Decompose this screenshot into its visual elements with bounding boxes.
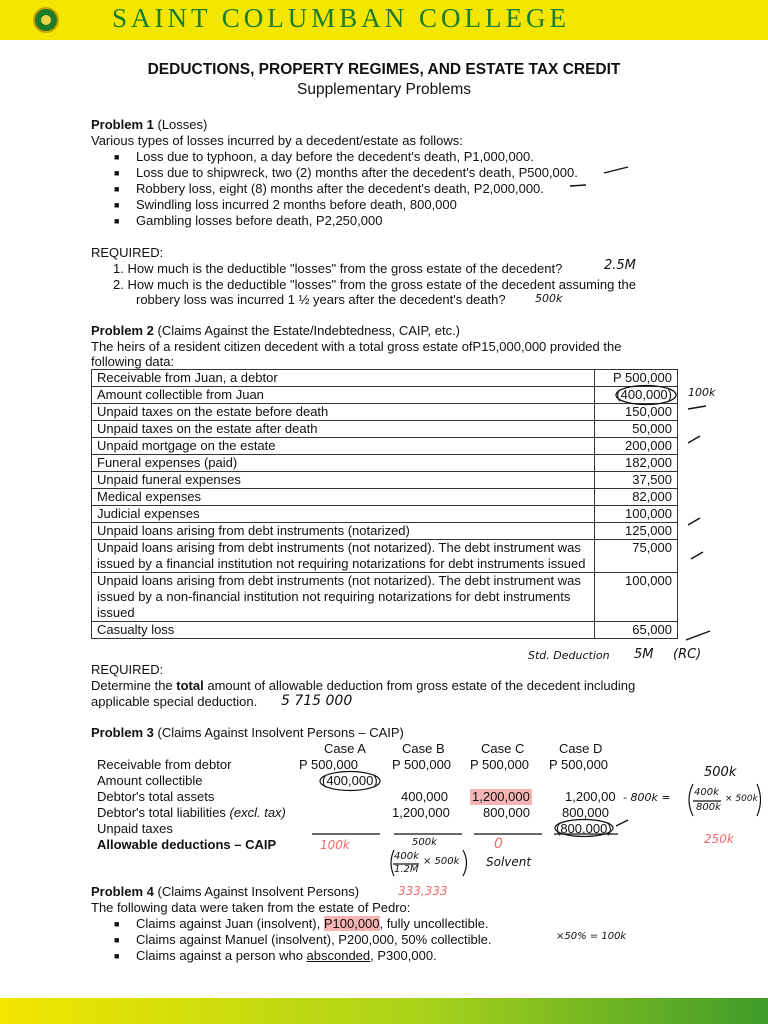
p4-item: Claims against a person who absconded, P300,000. (136, 948, 437, 963)
check-mark-icon (686, 433, 702, 445)
p2-note-100k: 100k (688, 386, 716, 399)
case-c-header: Case C (481, 741, 525, 756)
p4-item2-note: ×50% = 100k (556, 931, 627, 942)
table-row (92, 573, 678, 622)
document-title: DEDUCTIONS, PROPERTY REGIMES, AND ESTATE TAX CREDIT (147, 61, 621, 78)
table-row (92, 404, 678, 421)
row-item: Unpaid taxes on the estate before death (92, 404, 595, 421)
case-d-header: Case D (559, 741, 603, 756)
table-row (92, 540, 678, 573)
p3-cell: P 500,000 (549, 757, 609, 772)
std-deduction-rc: (RC) (673, 647, 702, 662)
p3-answer-d-mul: × 500k (725, 794, 758, 804)
college-seal-icon (33, 7, 59, 33)
p1-item: Swindling loss incurred 2 months before death, 800,000 (136, 197, 457, 212)
check-mark-icon (686, 515, 702, 527)
dash-mark-icon (568, 181, 588, 189)
bullet-icon: ■ (114, 919, 120, 929)
bullet-icon: ■ (114, 168, 120, 178)
p3-answer-b-den: 1.2M (394, 864, 419, 875)
p3-answer-d-eq: - 800k = (623, 791, 671, 804)
p3-answer-d-result: 250k (704, 832, 734, 846)
p3-cell: P 500,000 (299, 757, 359, 772)
p3-allowable-label: Allowable deductions – CAIP (97, 837, 277, 852)
table-row (92, 622, 678, 639)
problem4-intro: The following data were taken from the estate of Pedro: (91, 900, 411, 915)
bullet-icon: ■ (114, 216, 120, 226)
bullet-icon: ■ (114, 184, 120, 194)
p4-item: Claims against Manuel (insolvent), P200,000, 50% collectible. (136, 932, 492, 947)
problem2-heading: Problem 2 (Claims Against the Estate/Indebtedness, CAIP, etc.) (91, 323, 461, 338)
row-amount: 82,000 (595, 489, 678, 506)
footer-band (0, 998, 768, 1024)
circle-mark-icon (614, 384, 678, 406)
p3-answer-a: 100k (320, 838, 350, 852)
row-item: Receivable from Juan, a debtor (92, 370, 595, 387)
row-amount: 75,000 (595, 540, 678, 573)
problem2-req-line2: applicable special deduction. (91, 694, 258, 709)
row-item: Unpaid loans arising from debt instruments (not notarized). The debt instrument was issued by a financial institution not requiring notarizations for debt instruments issued (92, 540, 595, 573)
p3-answer-d-top: 500k (704, 765, 737, 780)
p1-item: Robbery loss, eight (8) months after the decedent's death, P2,000,000. (136, 181, 544, 196)
row-item: Judicial expenses (92, 506, 595, 523)
p3-cell: (800,000) (556, 821, 612, 836)
row-amount: 182,000 (595, 455, 678, 472)
check-mark-icon (689, 549, 705, 561)
p3-row-label: Debtor's total liabilities (excl. tax) (97, 805, 286, 820)
p3-cell: 800,000 (562, 805, 609, 820)
p1-item: Loss due to typhoon, a day before the decedent's death, P1,000,000. (136, 149, 534, 164)
p3-row-label: Amount collectible (97, 773, 203, 788)
problem2-intro-cont: following data: (91, 354, 175, 369)
row-amount: 150,000 (595, 404, 678, 421)
p3-answer-d-den: 800k (696, 802, 721, 813)
p3-answer-b-top: 500k (412, 837, 437, 848)
row-item: Unpaid loans arising from debt instruments (notarized) (92, 523, 595, 540)
row-item: Unpaid taxes on the estate after death (92, 421, 595, 438)
bullet-icon: ■ (114, 951, 120, 961)
p1-item: Gambling losses before death, P2,250,000 (136, 213, 383, 228)
check-mark-icon (684, 628, 712, 642)
bullet-icon: ■ (114, 152, 120, 162)
problem2-intro: The heirs of a resident citizen decedent with a total gross estate ofP15,000,000 provided the (91, 339, 622, 354)
problem1-q1: 1. How much is the deductible "losses" from the gross estate of the decedent? (113, 261, 563, 276)
underline-mark (310, 831, 620, 837)
p3-answer-d-num: 400k (694, 787, 719, 798)
table-row (92, 472, 678, 489)
p3-cell: (400,000) (322, 773, 378, 788)
document-subtitle: Supplementary Problems (296, 81, 472, 98)
problem2-table (91, 369, 678, 639)
bullet-icon: ■ (114, 200, 120, 210)
problem3-heading: Problem 3 (Claims Against Insolvent Persons – CAIP) (91, 725, 404, 740)
problem4-heading: Problem 4 (Claims Against Insolvent Persons) (91, 884, 360, 899)
std-deduction-label: Std. Deduction (528, 649, 610, 662)
p3-cell: P 500,000 (470, 757, 530, 772)
table-row (92, 421, 678, 438)
problem1-q2: 2. How much is the deductible "losses" from the gross estate of the decedent assuming the (113, 277, 637, 292)
table-row (92, 370, 678, 387)
check-mark-icon (602, 164, 630, 176)
p1-answer1: 2.5M (604, 258, 636, 273)
p3-cell-highlighted: 1,200,000 (472, 789, 530, 804)
row-amount: (400,000) (595, 387, 678, 404)
p1-answer2: 500k (535, 292, 563, 305)
table-row (92, 489, 678, 506)
p3-row-label: Receivable from debtor (97, 757, 232, 772)
problem1-heading: Problem 1 (Losses) (91, 117, 208, 132)
problem1-intro: Various types of losses incurred by a decedent/estate as follows: (91, 133, 463, 148)
p3-answer-b-result: 333,333 (398, 884, 448, 898)
case-a-header: Case A (324, 741, 366, 756)
problem1-required: REQUIRED: (91, 245, 164, 260)
p3-cell: P 500,000 (392, 757, 452, 772)
p2-answer: 5 715 000 (281, 693, 353, 709)
p3-row-label: Unpaid taxes (97, 821, 173, 836)
table-row (92, 387, 678, 404)
p3-answer-b-num: 400k (394, 851, 419, 862)
row-amount: 65,000 (595, 622, 678, 639)
row-amount: P 500,000 (595, 370, 678, 387)
p3-cell: 400,000 (401, 789, 448, 804)
row-item: Unpaid mortgage on the estate (92, 438, 595, 455)
row-amount: 50,000 (595, 421, 678, 438)
row-item: Amount collectible from Juan (92, 387, 595, 404)
problem1-q2-cont: robbery loss was incurred 1 ½ years after the decedent's death? (136, 292, 506, 307)
p3-answer-c: 0 (494, 836, 503, 852)
college-name: SAINT COLUMBAN COLLEGE (112, 3, 570, 33)
std-deduction-value: 5M (634, 647, 654, 662)
row-amount: 100,000 (595, 573, 678, 622)
p3-answer-b-mul: × 500k (423, 856, 460, 867)
row-amount: 37,500 (595, 472, 678, 489)
p4-item: Claims against Juan (insolvent), P100,000, fully uncollectible. (136, 916, 489, 931)
dash-mark-icon (686, 402, 708, 412)
row-item: Casualty loss (92, 622, 595, 639)
table-row (92, 438, 678, 455)
p3-row-label: Debtor's total assets (97, 789, 215, 804)
p3-answer-c-note: Solvent (486, 855, 532, 869)
bracket-mark (754, 782, 766, 818)
check-mark-icon (614, 818, 630, 828)
row-item: Medical expenses (92, 489, 595, 506)
case-b-header: Case B (402, 741, 445, 756)
header-band (0, 0, 768, 40)
row-item: Unpaid loans arising from debt instruments (not notarized). The debt instrument was issued by a non-financial institution not requiring notarizations for debt instruments issued (92, 573, 595, 622)
table-row (92, 506, 678, 523)
p1-item: Loss due to shipwreck, two (2) months after the decedent's death, P500,000. (136, 165, 578, 180)
p3-cell: 800,000 (483, 805, 530, 820)
row-amount: 200,000 (595, 438, 678, 455)
row-item: Funeral expenses (paid) (92, 455, 595, 472)
table-row (92, 455, 678, 472)
row-amount: 125,000 (595, 523, 678, 540)
row-item: Unpaid funeral expenses (92, 472, 595, 489)
row-amount: 100,000 (595, 506, 678, 523)
bracket-mark (460, 848, 472, 878)
table-row (92, 523, 678, 540)
circle-mark-icon (318, 770, 382, 792)
p3-cell: 1,200,000 (392, 805, 450, 820)
problem2-req-line1: Determine the total amount of allowable deduction from gross estate of the decedent including (91, 678, 636, 693)
p3-cell: 1,200,00 (565, 789, 616, 804)
bullet-icon: ■ (114, 935, 120, 945)
problem2-required: REQUIRED: (91, 662, 164, 677)
